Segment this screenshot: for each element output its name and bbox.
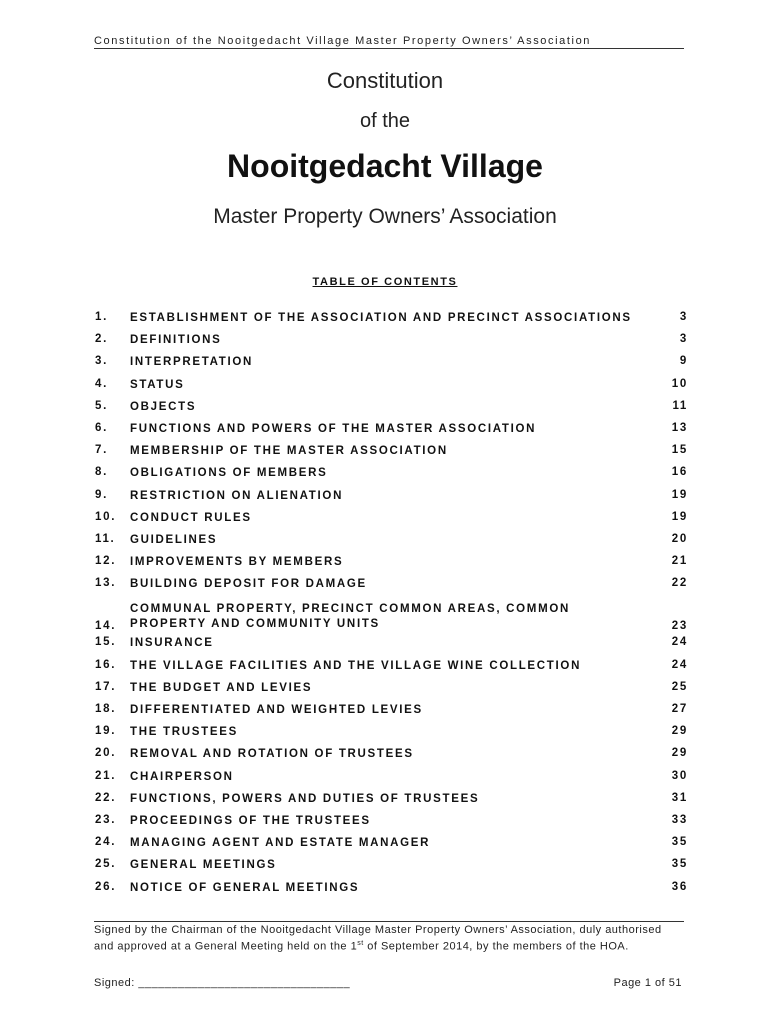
toc-entry-page: 11 [672,399,688,412]
toc-entry-number: 1. [95,311,108,323]
toc-entry [95,880,688,902]
toc-entry-page: 33 [671,813,688,826]
toc-entry [95,658,688,680]
toc-entry-page: 35 [671,836,688,849]
toc-entry-page: 3 [679,333,688,346]
footer-signature-note [94,923,684,954]
toc-entry [95,354,688,376]
toc-entry-title: PROCEEDINGS OF THE TRUSTEES [130,814,371,827]
toc-entry [95,488,688,510]
toc-entry-page: 30 [671,769,688,782]
toc-entry [95,576,688,598]
toc-entry-number: 23. [95,813,117,826]
toc-entry-number: 21. [95,769,117,782]
toc-entry [95,377,688,399]
toc-entry-title: OBJECTS [130,400,197,413]
toc-entry [95,835,688,857]
toc-entry [95,465,688,487]
toc-entry [95,791,688,813]
toc-entry-number: 4. [95,377,108,390]
toc-entry [95,332,688,354]
toc-entry [95,769,688,791]
toc-entry [95,421,688,443]
toc-entry-title: THE TRUSTEES [130,726,238,739]
toc-entry-number: 18. [95,703,117,715]
toc-entry-title: CHAIRPERSON [130,770,234,783]
toc-entry-title: DIFFERENTIATED AND WEIGHTED LEVIES [130,704,423,716]
toc-entry [95,554,688,576]
toc-entry-page: 35 [671,858,688,871]
toc-entry-number: 25. [95,858,117,871]
toc-entry-number: 17. [95,680,117,693]
toc-entry [95,510,688,532]
toc-entry-page: 19 [671,510,688,523]
toc-entry-page: 20 [671,532,688,545]
toc-entry-title: NOTICE OF GENERAL MEETINGS [130,881,360,894]
toc-entry-page: 31 [671,791,688,804]
toc-entry-title: THE VILLAGE FACILITIES AND THE VILLAGE WINE COLLECTION [130,659,582,672]
toc-entry-number: 20. [95,747,117,760]
toc-entry-title: REMOVAL AND ROTATION OF TRUSTEES [130,748,414,761]
toc-entry [95,635,688,657]
toc-entry-page: 24 [671,636,688,649]
toc-entry-number: 15. [95,636,117,649]
toc-entry-page: 29 [671,747,688,760]
toc-entry-page: 22 [671,577,688,590]
toc-entry-number: 14. [95,620,117,633]
toc-entry [95,598,688,635]
toc-entry-number: 5. [95,399,108,412]
toc-entry-number: 16. [95,658,117,671]
toc-entry-page: 29 [671,725,688,738]
toc-entry-title: OBLIGATIONS OF MEMBERS [130,467,328,480]
toc-entry-title: MANAGING AGENT AND ESTATE MANAGER [130,837,431,850]
toc-entry-number: 2. [95,333,108,346]
toc-entry-page: 23 [671,620,688,633]
toc-entry [95,702,688,724]
toc-entry-title: INSURANCE [130,637,214,650]
toc-entry [95,857,688,879]
toc-entry-page: 27 [671,703,688,715]
title-line-of-the: of the [359,110,411,132]
toc-entry-page: 25 [671,680,688,693]
toc-entry-title: COMMUNAL PROPERTY, PRECINCT COMMON AREAS, COMMON PROPERTY AND COMMUNITY UNITS [130,603,571,631]
toc-entry-title: FUNCTIONS AND POWERS OF THE MASTER ASSOCIATION [130,422,537,435]
toc-entry [95,746,688,768]
title-line-association: Master Property Owners’ Association [213,205,557,228]
toc-entry-page: 13 [671,421,688,434]
toc-entry-title: STATUS [130,378,185,391]
toc-entry-number: 9. [95,488,108,501]
footer-note-part1: Signed by the Chairman of the Nooitgedacht Village Master Property Owners’ Association, duly authorised and approved at a General Meeting held on the 1 [94,924,662,953]
toc-entry-title: MEMBERSHIP OF THE MASTER ASSOCIATION [130,445,448,458]
toc-entry-number: 12. [95,555,117,568]
table-of-contents [95,310,688,902]
toc-entry-page: 15 [671,444,688,457]
footer-divider [94,921,684,922]
toc-entry-number: 19. [95,725,117,738]
toc-entry-title: FUNCTIONS, POWERS AND DUTIES OF TRUSTEES [130,792,480,805]
toc-entry [95,532,688,554]
toc-entry-number: 26. [95,880,117,893]
toc-entry [95,813,688,835]
signature-line: Signed: ________________________________ [94,977,351,989]
toc-entry-title: INTERPRETATION [130,356,254,369]
toc-entry-number: 11. [95,532,116,545]
toc-entry [95,310,688,332]
toc-entry-page: 16 [671,466,688,479]
toc-entry-number: 10. [95,510,117,523]
toc-entry-number: 8. [95,466,108,479]
toc-entry [95,399,688,421]
toc-entry-number: 24. [95,836,117,849]
toc-entry-number: 22. [95,791,117,804]
page-number: Page 1 of 51 [613,977,682,989]
toc-entry [95,443,688,465]
footer-note-part2: of September 2014, by the members of the HOA. [363,940,629,953]
toc-entry-title: GENERAL MEETINGS [130,859,277,872]
toc-entry-title: ESTABLISHMENT OF THE ASSOCIATION AND PRECINCT ASSOCIATIONS [130,312,632,324]
toc-entry-number: 6. [95,421,108,434]
toc-entry-page: 19 [671,488,688,501]
toc-entry-page: 9 [679,355,688,368]
title-line-village-name: Nooitgedacht Village [227,148,543,184]
toc-entry-title: RESTRICTION ON ALIENATION [130,489,344,502]
toc-entry-title: CONDUCT RULES [130,511,252,524]
toc-entry-page: 36 [671,880,688,893]
footer-note-ordinal: st [357,940,364,947]
toc-entry-page: 21 [671,555,688,568]
toc-entry-title: BUILDING DEPOSIT FOR DAMAGE [130,578,367,591]
toc-entry-title: GUIDELINES [130,533,218,546]
toc-entry-title: IMPROVEMENTS BY MEMBERS [130,556,344,569]
toc-entry-number: 13. [95,577,117,590]
toc-entry [95,724,688,746]
toc-entry-title: THE BUDGET AND LEVIES [130,681,313,694]
toc-entry-page: 10 [671,377,688,390]
toc-heading: TABLE OF CONTENTS [312,276,458,288]
toc-entry-page: 24 [671,658,688,671]
running-header: Constitution of the Nooitgedacht Village Master Property Owners’ Association [94,35,684,49]
toc-entry-page: 3 [679,311,688,323]
toc-entry-number: 3. [95,355,108,368]
toc-entry [95,680,688,702]
toc-entry-number: 7. [95,444,108,457]
title-line-constitution: Constitution [326,68,444,93]
toc-entry-title: DEFINITIONS [130,334,222,347]
